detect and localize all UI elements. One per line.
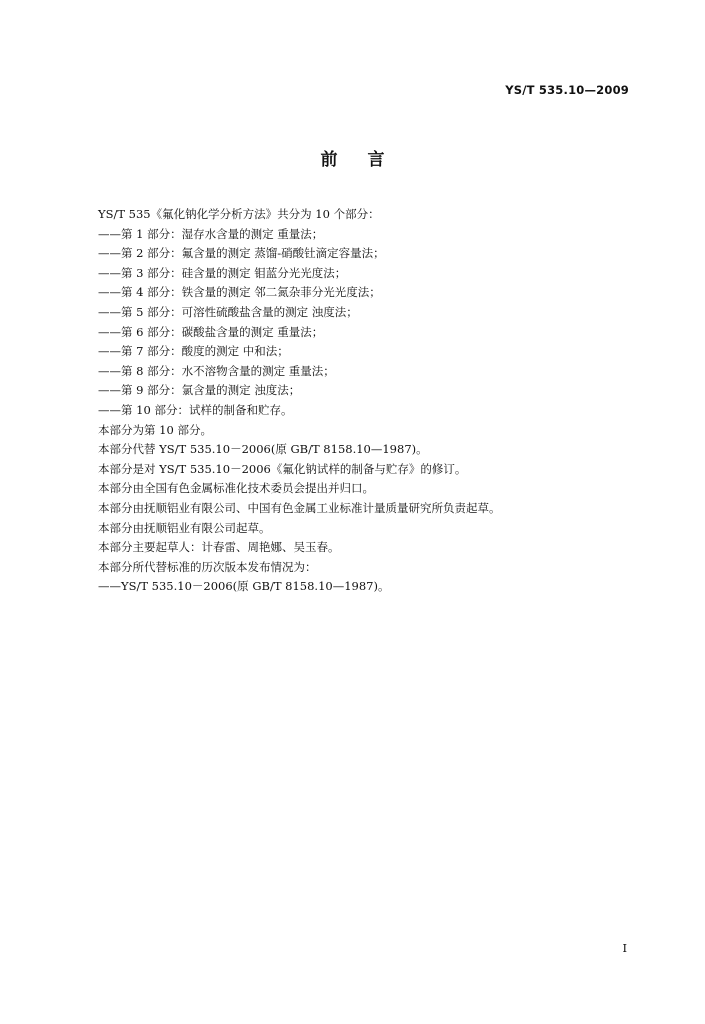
part-3-item: ——第 3 部分：硅含量的测定 钼蓝分光光度法； (98, 265, 347, 280)
intro-line: YS/T 535《氟化钠化学分析方法》共分为 10 个部分： (98, 207, 380, 221)
proposed-by-statement: 本部分由全国有色金属标准化技术委员会提出并归口。 (98, 481, 374, 496)
part-9-item: ——第 9 部分：氯含量的测定 浊度法； (98, 383, 301, 398)
responsible-drafting-statement: 本部分由抚顺铝业有限公司、中国有色金属工业标准计量质量研究所负责起草。 (98, 500, 501, 515)
page-number: I (622, 941, 627, 955)
part-8-item: ——第 8 部分：水不溶物含量的测定 重量法； (98, 363, 335, 378)
part-10-item: ——第 10 部分：试样的制备和贮存。 (98, 402, 293, 417)
replaces-statement: 本部分代替 YS/T 535.10－2006(原 GB/T 8158.10—1987)。 (98, 442, 428, 457)
page-title: 前言 (320, 150, 415, 170)
part-1-item: ——第 1 部分：湿存水含量的测定 重量法； (98, 226, 324, 241)
main-drafters-statement: 本部分主要起草人：计春雷、周艳娜、吴玉春。 (98, 540, 340, 555)
part-7-item: ——第 7 部分：酸度的测定 中和法； (98, 344, 289, 359)
part-4-item: ——第 4 部分：铁含量的测定 邻二氮杂菲分光光度法； (98, 285, 381, 300)
part-2-item: ——第 2 部分：氟含量的测定 蒸馏-硝酸钍滴定容量法； (98, 246, 385, 261)
part-6-item: ——第 6 部分：碳酸盐含量的测定 重量法； (98, 324, 324, 339)
previous-edition-item: ——YS/T 535.10－2006(原 GB/T 8158.10—1987)。 (98, 579, 390, 594)
revision-statement: 本部分是对 YS/T 535.10－2006《氟化钠试样的制备与贮存》的修订。 (98, 461, 467, 476)
previous-editions-heading: 本部分所代替标准的历次版本发布情况为： (98, 559, 317, 574)
document-code: YS/T 535.10—2009 (505, 83, 629, 97)
foreword-body (98, 205, 638, 597)
part-5-item: ——第 5 部分：可溶性硫酸盐含量的测定 浊度法； (98, 304, 358, 319)
drafted-by-statement: 本部分由抚顺铝业有限公司起草。 (98, 520, 271, 535)
this-part-statement: 本部分为第 10 部分。 (98, 422, 212, 437)
